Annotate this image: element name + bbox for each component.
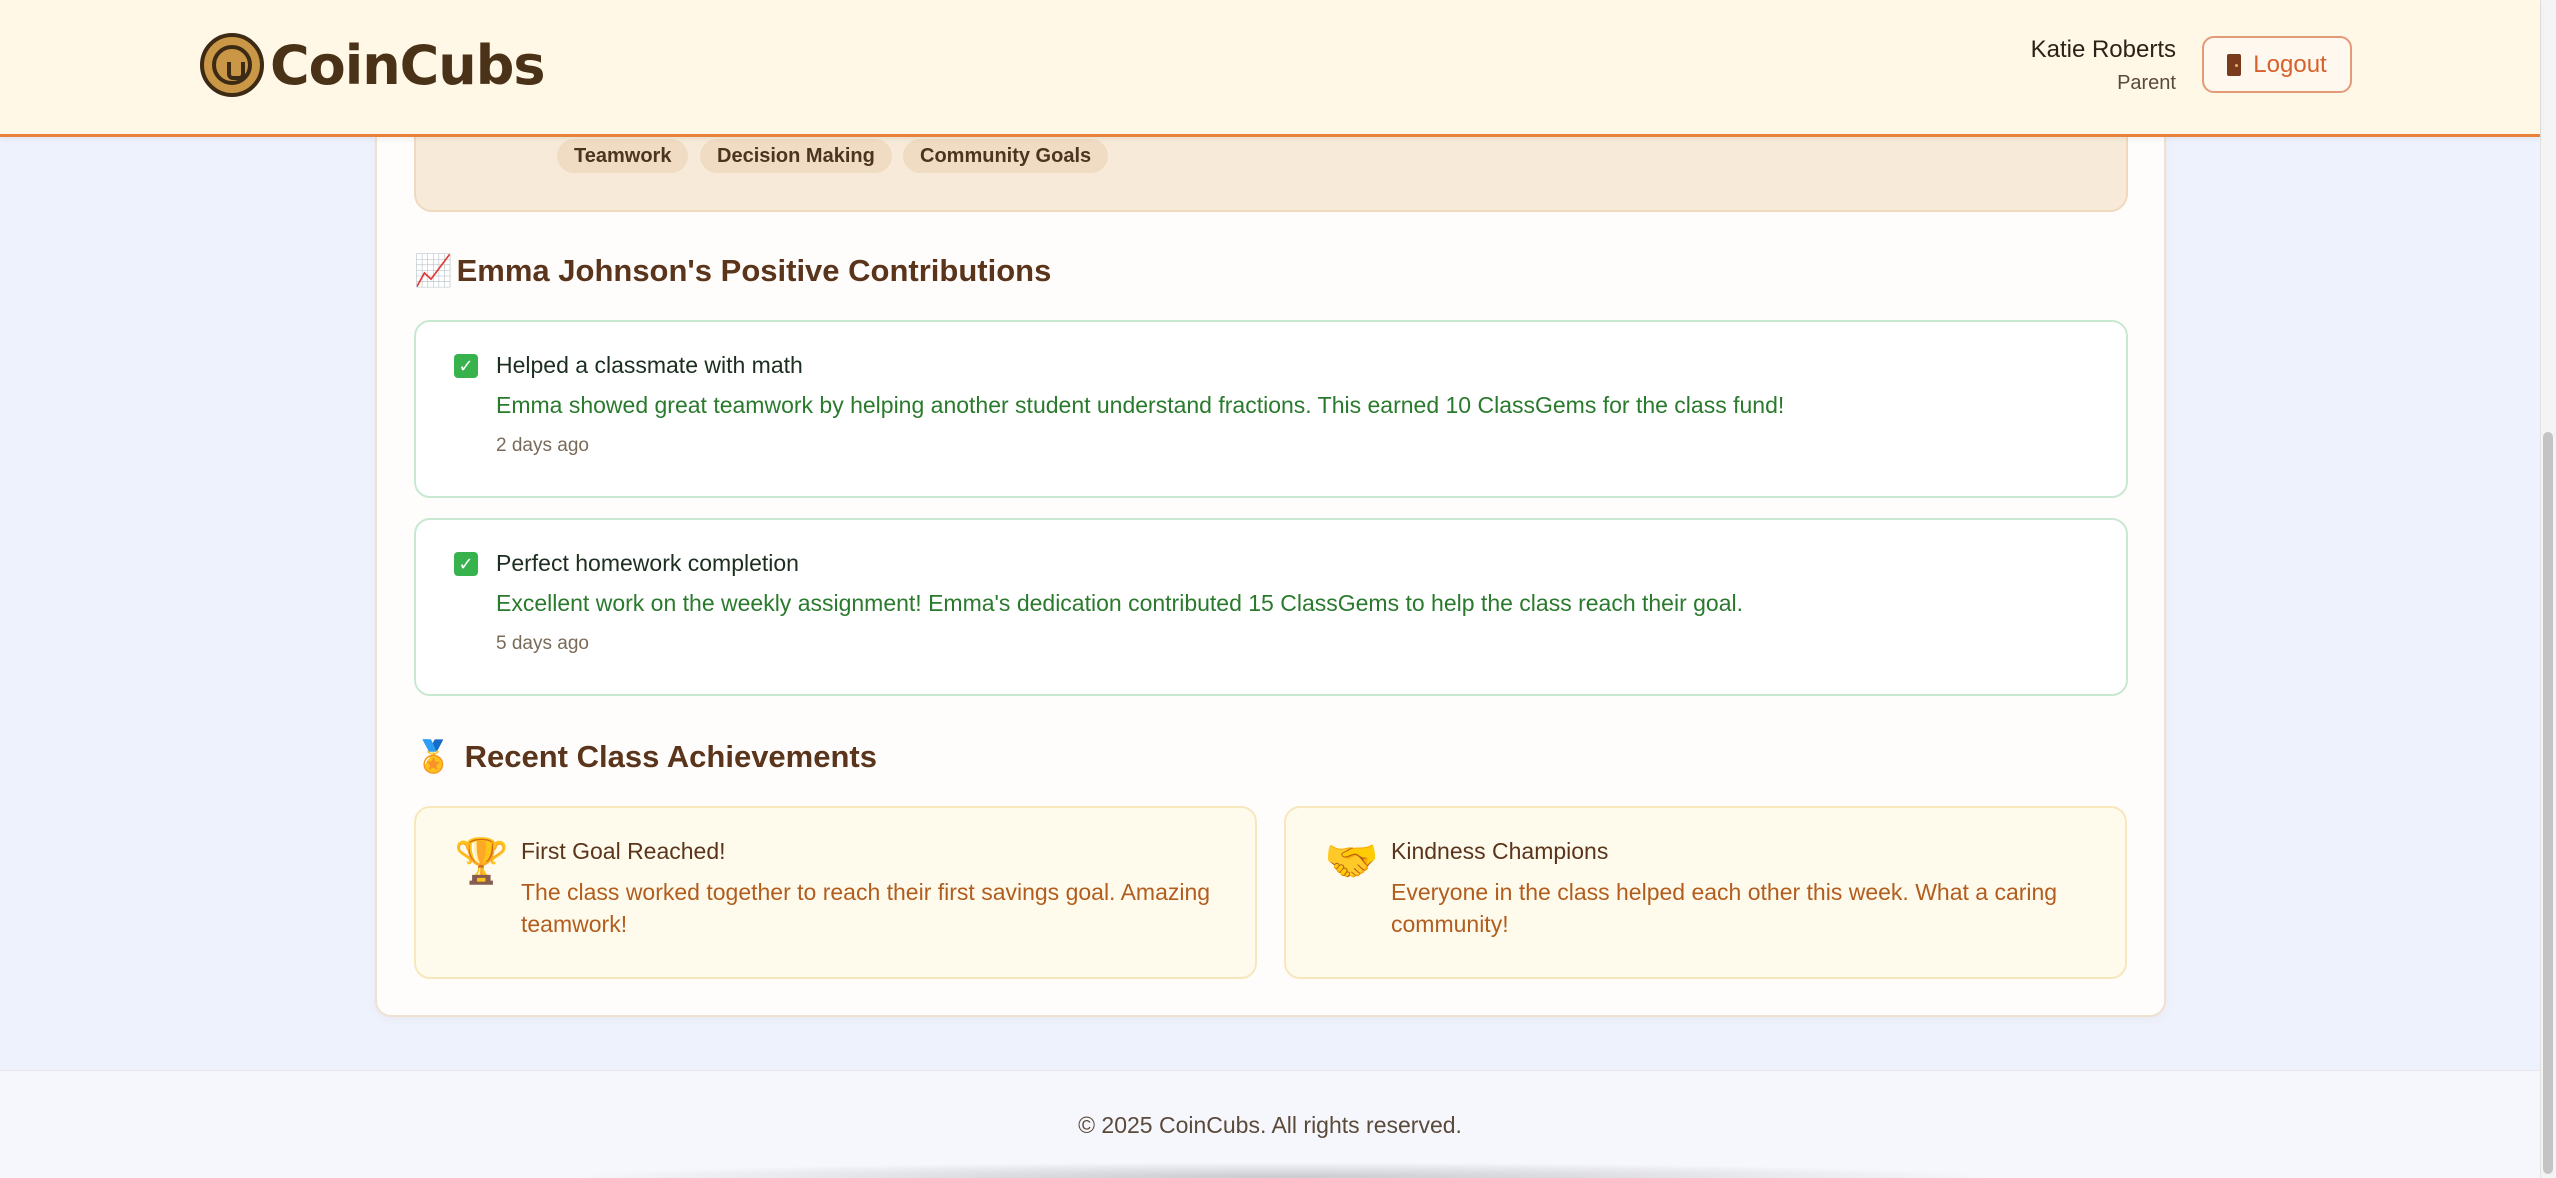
contribution-item — [414, 320, 2128, 498]
achievement-title: Kindness Champions — [1391, 838, 1609, 864]
achievements-heading — [414, 738, 877, 775]
footer-copyright: © 2025 CoinCubs. All rights reserved. — [1078, 1112, 1462, 1138]
logout-label: Logout — [2253, 50, 2327, 78]
contribution-title: Helped a classmate with math — [496, 352, 803, 378]
contribution-time: 2 days ago — [496, 435, 589, 456]
contributions-heading — [414, 252, 1051, 289]
achievement-card — [414, 806, 1257, 979]
contribution-item — [414, 518, 2128, 696]
achievement-description: Everyone in the class helped each other this week. What a caring community! — [1391, 879, 2058, 937]
brand-logo[interactable] — [200, 32, 545, 98]
contribution-description: Emma showed great teamwork by helping another student understand fractions. This earned 10 ClassGems for the class fund! — [496, 392, 1785, 418]
medal-icon: 🏅 — [414, 739, 453, 775]
contribution-time: 5 days ago — [496, 633, 589, 654]
check-mark-icon: ✓ — [454, 552, 478, 576]
handshake-icon: 🤝 — [1324, 836, 1379, 887]
achievement-card — [1284, 806, 2127, 979]
chart-increasing-icon: 📈 — [414, 253, 453, 289]
user-role: Parent — [2117, 72, 2176, 94]
tag-community-goals: Community Goals — [903, 139, 1108, 173]
trophy-icon: 🏆 — [454, 836, 509, 887]
scrollbar-thumb[interactable] — [2543, 432, 2553, 1174]
achievements-title: Recent Class Achievements — [464, 738, 877, 774]
footer-shadow — [560, 1162, 2000, 1178]
user-name: Katie Roberts — [2030, 36, 2176, 63]
contribution-description: Excellent work on the weekly assignment! Emma's dedication contributed 15 ClassGems to help the class reach their goal. — [496, 590, 1744, 616]
check-mark-icon: ✓ — [454, 354, 478, 378]
door-icon — [2227, 54, 2241, 76]
achievement-description: The class worked together to reach their first savings goal. Amazing teamwork! — [521, 879, 1211, 937]
brand-name: CoinCubs — [270, 33, 545, 97]
logout-button[interactable] — [2202, 36, 2352, 93]
contributions-title: Emma Johnson's Positive Contributions — [456, 252, 1052, 288]
tag-decision-making: Decision Making — [700, 139, 892, 173]
contribution-title: Perfect homework completion — [496, 550, 799, 576]
top-header — [0, 0, 2540, 137]
tag-teamwork: Teamwork — [557, 139, 688, 173]
coin-logo-icon — [200, 33, 264, 97]
user-info — [2031, 36, 2176, 95]
achievement-title: First Goal Reached! — [521, 838, 726, 864]
